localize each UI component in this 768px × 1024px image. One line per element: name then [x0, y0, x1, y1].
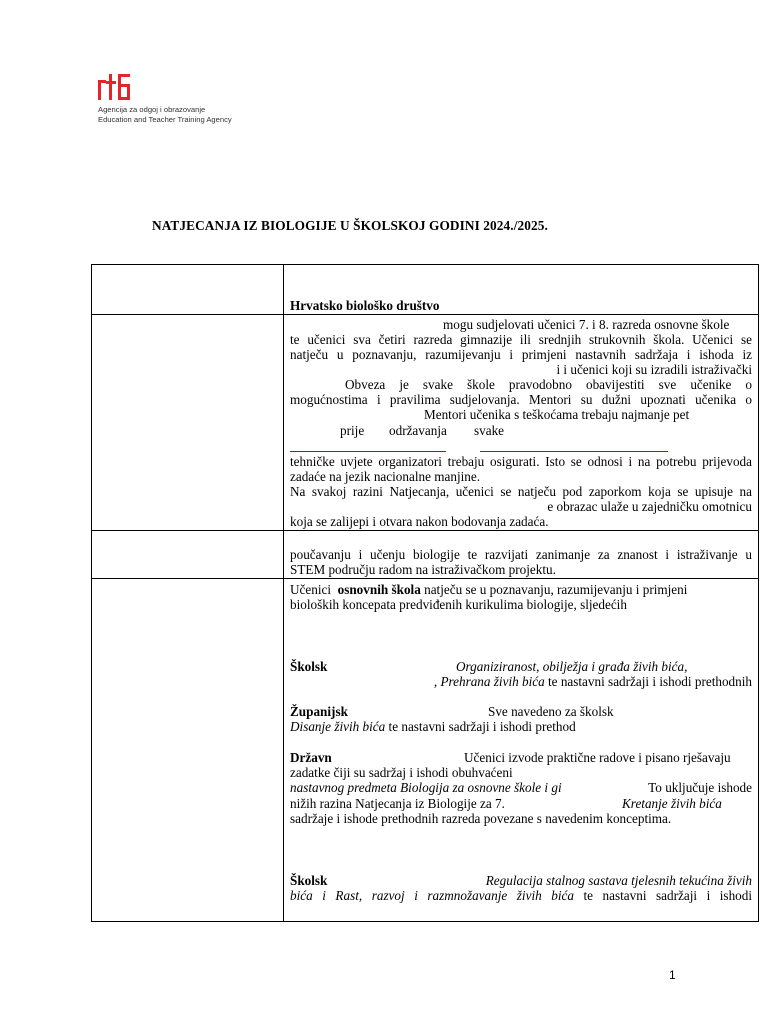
document-title: NATJECANJA IZ BIOLOGIJE U ŠKOLSKOJ GODINI 2024./2025. [152, 218, 548, 233]
level-state-italic: Kretanje živih bića [622, 796, 722, 811]
level-county-text: Sve navedeno za školsk [488, 704, 614, 719]
row2-line: i i učenici koji su izradili istraživački [556, 362, 752, 377]
level-school-text [434, 674, 752, 689]
level-state-text: nastavnog predmeta Biologija za osnovne škole i gi [290, 780, 562, 795]
level-school2-text: Regulacija stalnog sastava tjelesnih tekućina živih [485, 873, 752, 888]
row2-word: održavanja [389, 423, 447, 438]
agency-logo-icon [98, 72, 134, 102]
logo-text-en: Education and Teacher Training Agency [98, 115, 232, 124]
level-county-text [290, 719, 576, 734]
row3-line: STEM području radom na istraživačkom projektu. [290, 562, 556, 577]
row2-word: svake [474, 423, 505, 438]
row2-line: e obrazac ulaže u zajedničku omotnicu [547, 499, 752, 514]
row4-intro-rest: natječu se u poznavanju, razumijevanju i primjeni [424, 582, 688, 597]
organizer-name: Hrvatsko biološko društvo [290, 298, 440, 313]
column-divider [283, 264, 284, 922]
row2-line: mogu sudjelovati učenici 7. i 8. razreda osnovne škole [443, 317, 730, 332]
row2-line: koja se zalijepi i otvara nakon bodovanja zadaća. [290, 514, 549, 529]
level-school-italic: , Prehrana živih bića [433, 674, 545, 689]
page-number: 1 [669, 968, 676, 982]
table-border-right [758, 264, 759, 922]
row-divider [91, 578, 759, 579]
row2-line: Mentori učenika s teškoćama trebaju najmanje pet [424, 407, 690, 422]
row2-line: mogućnostima i pravilima sudjelovanja. Mentori su dužni upoznati učenika o [290, 392, 752, 407]
table-border-top [91, 264, 759, 265]
row4-intro-word: Učenici [290, 582, 332, 597]
level-county-normal: te nastavni sadržaji i ishodi prethod [385, 719, 576, 734]
row2-line: natječu u poznavanju, razumijevanju i primjeni nastavnih sadržaja i ishoda iz [290, 347, 752, 362]
level-school-text: Organiziranost, obilježja i građa živih bića, [456, 659, 688, 674]
level-state-text: sadržaje i ishode prethodnih razreda povezane s navedenim konceptima. [290, 811, 672, 826]
level-school2-italic: bića i Rast, razvoj i razmnožavanje živih bića [290, 888, 574, 903]
level-county-italic: Disanje živih bića [290, 719, 386, 734]
hyperlink-underline [290, 451, 446, 452]
level-school2-text [290, 888, 752, 903]
row2-line: zadaće na jezik nacionalne manjine. [290, 469, 481, 484]
row4-intro-bold: osnovnih škola [337, 582, 421, 597]
level-school2-normal: te nastavni sadržaji i ishodi [583, 888, 753, 903]
level-label-county: Županijsk [290, 704, 348, 719]
row-divider [91, 530, 759, 531]
table-border-left [91, 264, 92, 922]
row3-line: poučavanju i učenju biologije te razvijati zanimanje za znanost i istraživanje u [290, 547, 752, 562]
row2-word: prije [340, 423, 365, 438]
level-label-school-2: Školsk [290, 873, 328, 888]
level-label-state: Državn [290, 750, 332, 765]
level-label-school: Školsk [290, 659, 328, 674]
row-divider [91, 314, 759, 315]
row2-line: tehničke uvjete organizatori trebaju osigurati. Isto se odnosi i na potrebu prijevoda [290, 454, 752, 469]
level-state-text: nižih razina Natjecanja iz Biologije za 7. [290, 796, 505, 811]
row2-line: Na svakoj razini Natjecanja, učenici se natječu pod zaporkom koja se upisuje na [290, 484, 752, 499]
row4-intro-line: bioloških koncepata predviđenih kurikulima biologije, sljedećih [290, 597, 627, 612]
agency-logo [98, 72, 232, 124]
row4-intro-line [290, 582, 752, 597]
level-state-text: Učenici izvode praktične radove i pisano rješavaju [464, 750, 731, 765]
level-state-text: zadatke čiji su sadržaj i ishodi obuhvaćeni [290, 765, 513, 780]
level-school-normal: te nastavni sadržaji i ishodi prethodnih [544, 674, 752, 689]
logo-text-hr: Agencija za odgoj i obrazovanje [98, 105, 206, 114]
row2-line: te učenici sva četiri razreda gimnazije ili srednjih strukovnih škola. Učenici se [290, 332, 752, 347]
hyperlink-underline [480, 451, 668, 452]
level-state-text: To uključuje ishode [648, 780, 752, 795]
table-border-bottom [91, 921, 759, 922]
row2-line: Obveza je svake škole pravodobno obavijestiti sve učenike o [345, 377, 752, 392]
